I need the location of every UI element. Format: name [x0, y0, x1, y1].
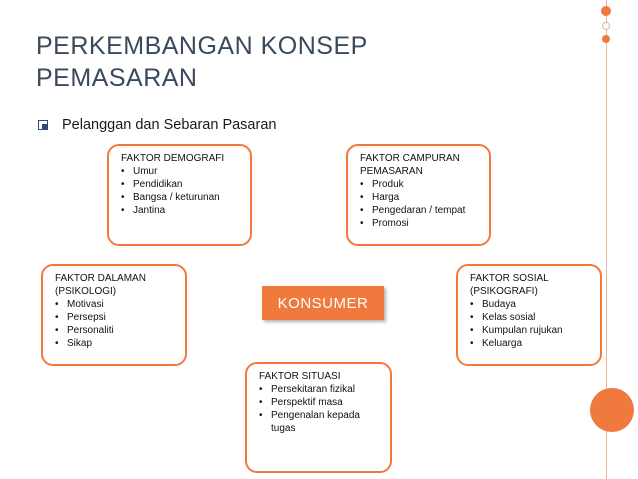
list-item: • Pengedaran / tempat — [360, 204, 481, 217]
list-item: • Kelas sosial — [470, 311, 592, 324]
list-item: • Persepsi — [55, 311, 177, 324]
list-item: • Produk — [360, 178, 481, 191]
bullet-text: Pelanggan dan Sebaran Pasaran — [62, 117, 277, 133]
list-item: • Pengenalan kepada tugas — [259, 409, 382, 435]
slide-title: PERKEMBANGAN KONSEP PEMASARAN — [36, 32, 368, 92]
list-item: • Promosi — [360, 217, 481, 230]
box-faktor-dalaman — [41, 264, 187, 366]
list-item: • Keluarga — [470, 337, 592, 350]
decorative-dot-mid-1 — [602, 22, 610, 30]
list-item: • Kumpulan rujukan — [470, 324, 592, 337]
konsumer-label: KONSUMER — [262, 286, 384, 320]
box-faktor-situasi — [245, 362, 392, 473]
box-heading: FAKTOR SOSIAL (PSIKOGRAFI) — [470, 273, 549, 297]
list-item: • Persekitaran fizikal — [259, 383, 382, 396]
decorative-dot-mid-2 — [602, 35, 610, 43]
list-item: • Pendidikan — [121, 178, 242, 191]
list-item: • Sikap — [55, 337, 177, 350]
decorative-circle — [590, 388, 634, 432]
box-faktor-sosial — [456, 264, 602, 366]
box-faktor-demografi — [107, 144, 252, 246]
list-item: • Bangsa / keturunan — [121, 191, 242, 204]
list-item: • Jantina — [121, 204, 242, 217]
list-item: • Umur — [121, 165, 242, 178]
list-item: • Personaliti — [55, 324, 177, 337]
list-item: • Motivasi — [55, 298, 177, 311]
list-item: • Budaya — [470, 298, 592, 311]
box-heading: FAKTOR DEMOGRAFI — [121, 153, 225, 164]
box-heading: FAKTOR CAMPURAN PEMASARAN — [360, 153, 460, 177]
box-heading: FAKTOR DALAMAN (PSIKOLOGI) — [55, 273, 146, 297]
list-item: • Harga — [360, 191, 481, 204]
list-item: • Perspektif masa — [259, 396, 382, 409]
box-heading: FAKTOR SITUASI — [259, 371, 341, 382]
decorative-dot-top — [601, 6, 611, 16]
square-bullet-icon — [38, 120, 48, 130]
bullet-row — [38, 117, 276, 133]
box-faktor-campuran-pemasaran — [346, 144, 491, 246]
